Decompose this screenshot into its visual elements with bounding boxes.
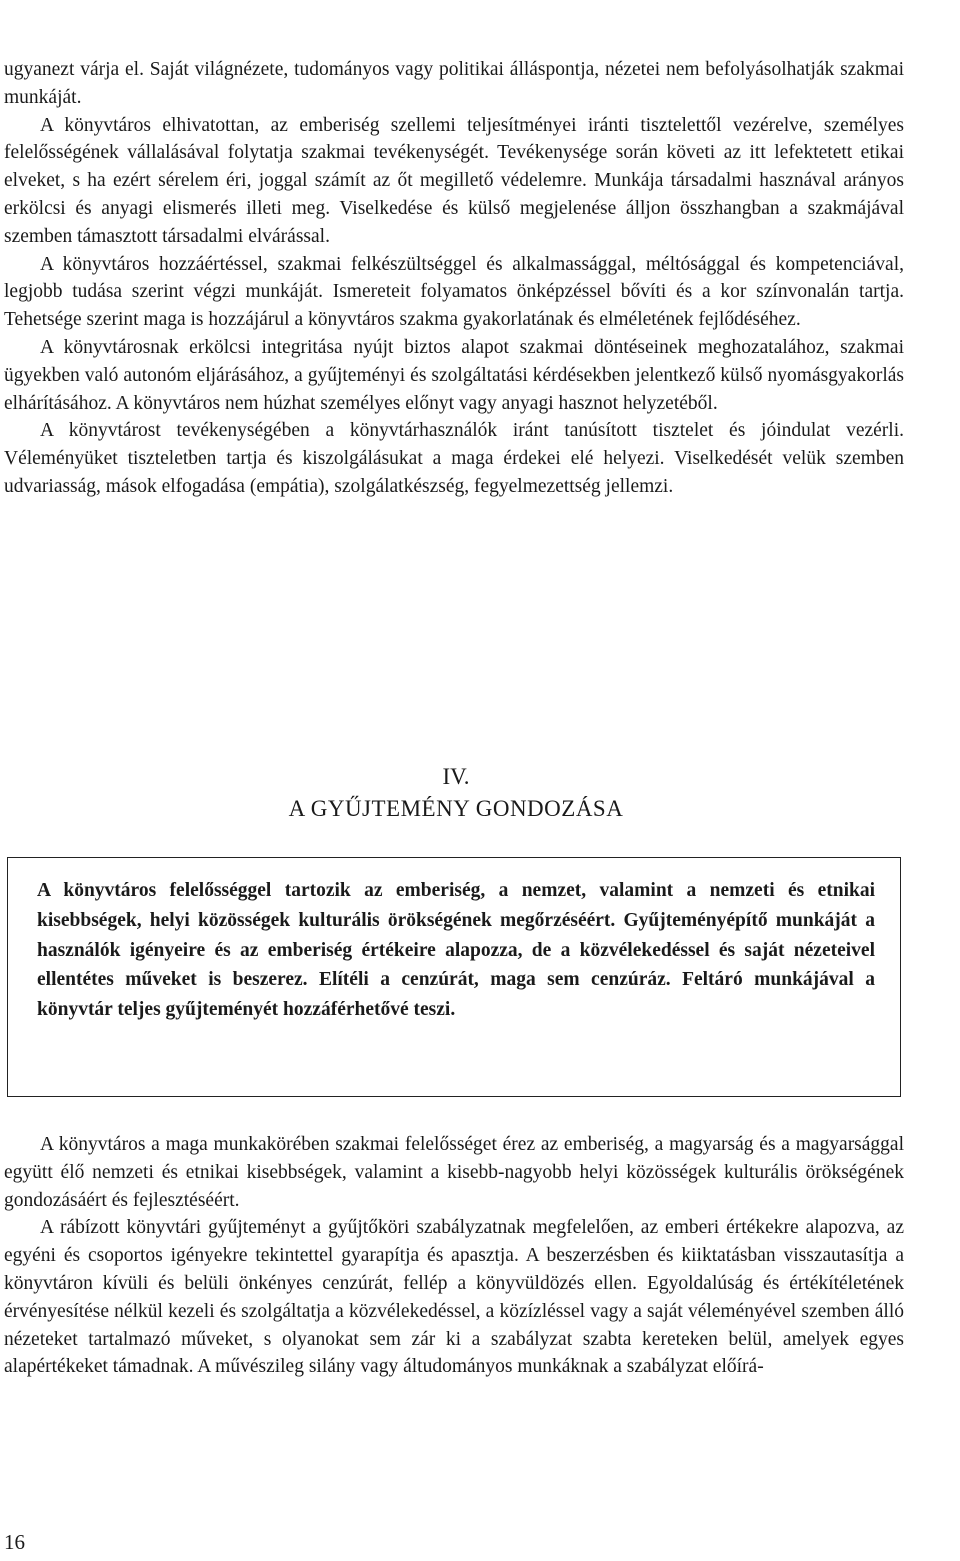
paragraph: A könyvtáros hozzáértéssel, szakmai felkészültséggel és alkalmassággal, méltósággal és kompetenciával, legjobb tudása szerint végzi munkáját. Ismereteit folyamatos önképzéssel bővíti és a kor színvonalán tartja. Tehetsége szerint maga is hozzájárul a könyvtáros szakma gyakorlatának és elméletének fejlődéséhez. <box>4 253 904 331</box>
page-number: 16 <box>4 1530 25 1554</box>
paragraph: A könyvtáros a maga munkakörében szakmai felelősséget érez az emberiség, a magyarság és a magyarsággal együtt élő nemzeti és etnikai kisebbségek, valamint a kisebb-nagyobb helyi közösségek kulturális örökségének gondozásáért és fejlesztéséért. <box>4 1134 904 1211</box>
paragraph: ugyanezt várja el. Saját világnézete, tudományos vagy politikai álláspontja, nézetei nem befolyásolhatják szakmai munkáját. <box>4 59 904 108</box>
paragraph: A könyvtárost tevékenységében a könyvtárhasználók iránt tanúsított tisztelet és jóindulat vezérli. Véleményüket tiszteletben tartja és kiszolgálásukat a maga érdekei elé helyezi. Viselkedését velük szemben udvariasság, mások elfogadása (empátia), szolgálatkészség, fegyelmezettség jellemzi. <box>4 420 904 497</box>
chapter-number: IV. <box>442 764 470 789</box>
paragraph: A rábízott könyvtári gyűjteményt a gyűjtőköri szabályzatnak megfelelően, az emberi értékekre alapozva, az egyéni és csoportos igényekre tekintettel gyarapítja és apasztja. A beszerzésben és kiiktatásban visszautasítja a könyvtáron kívüli és belüli önkényes cenzúrát, fellép a könyvüldözés ellen. Egyoldalúság és értékítéletének érvényesítése nélkül kezeli és szolgáltatja a közvélekedéssel, a közízléssel vagy a saját véleményével szemben álló nézeteket tartalmazó műveket, s olyanokat sem zár ki a szabályzat szabta kereteken belül, amelyek egyes alapértékeket támadnak. A művészileg silány vagy áltudományos munkáknak a szabályzat előírá- <box>4 1217 904 1378</box>
body-text-bottom <box>4 1131 904 1381</box>
boxed-statement: A könyvtáros felelősséggel tartozik az emberiség, a nemzet, valamint a nemzeti és etnikai kisebbségek, helyi közösségek kulturális örökségének megőrzéséért. Gyűjteményépítő munkáját a használók igényeire és az emberiség értékeire alapozza, de a közvélekedéssel és saját nézeteivel ellentétes műveket is beszerez. Elítéli a cenzúrát, maga sem cenzúráz. Feltáró munkájával a könyvtár teljes gyűjteményét hozzáférhetővé teszi. <box>37 880 875 1021</box>
paragraph: A könyvtáros elhivatottan, az emberiség szellemi teljesítményei iránti tisztelettől vezérelve, személyes felelősségének vállalásával folytatja szakmai tevékenységét. Tevékenysége során követi az itt lefektetett etikai elveket, s ha ezért sérelem éri, joggal számít az őt megillető védelemre. Munkája társadalmi hasznával arányos erkölcsi és anyagi elismerés illeti meg. Viselkedése és külső megjelenése álljon összhangban a szakmájával szemben támasztott társadalmi elvárással. <box>4 114 904 247</box>
chapter-title: A GYŰJTEMÉNY GONDOZÁSA <box>288 796 624 821</box>
body-text-top <box>4 56 904 501</box>
paragraph: A könyvtárosnak erkölcsi integritása nyújt biztos alapot szakmai döntéseinek meghozatalához, szakmai ügyekben való autonóm eljárásához, a gyűjteményi és szolgáltatási kérdésekben jelentkező külső nyomásgyakorlás elhárításához. A könyvtáros nem húzhat személyes előnyt vagy anyagi hasznot helyzetéből. <box>4 336 904 414</box>
